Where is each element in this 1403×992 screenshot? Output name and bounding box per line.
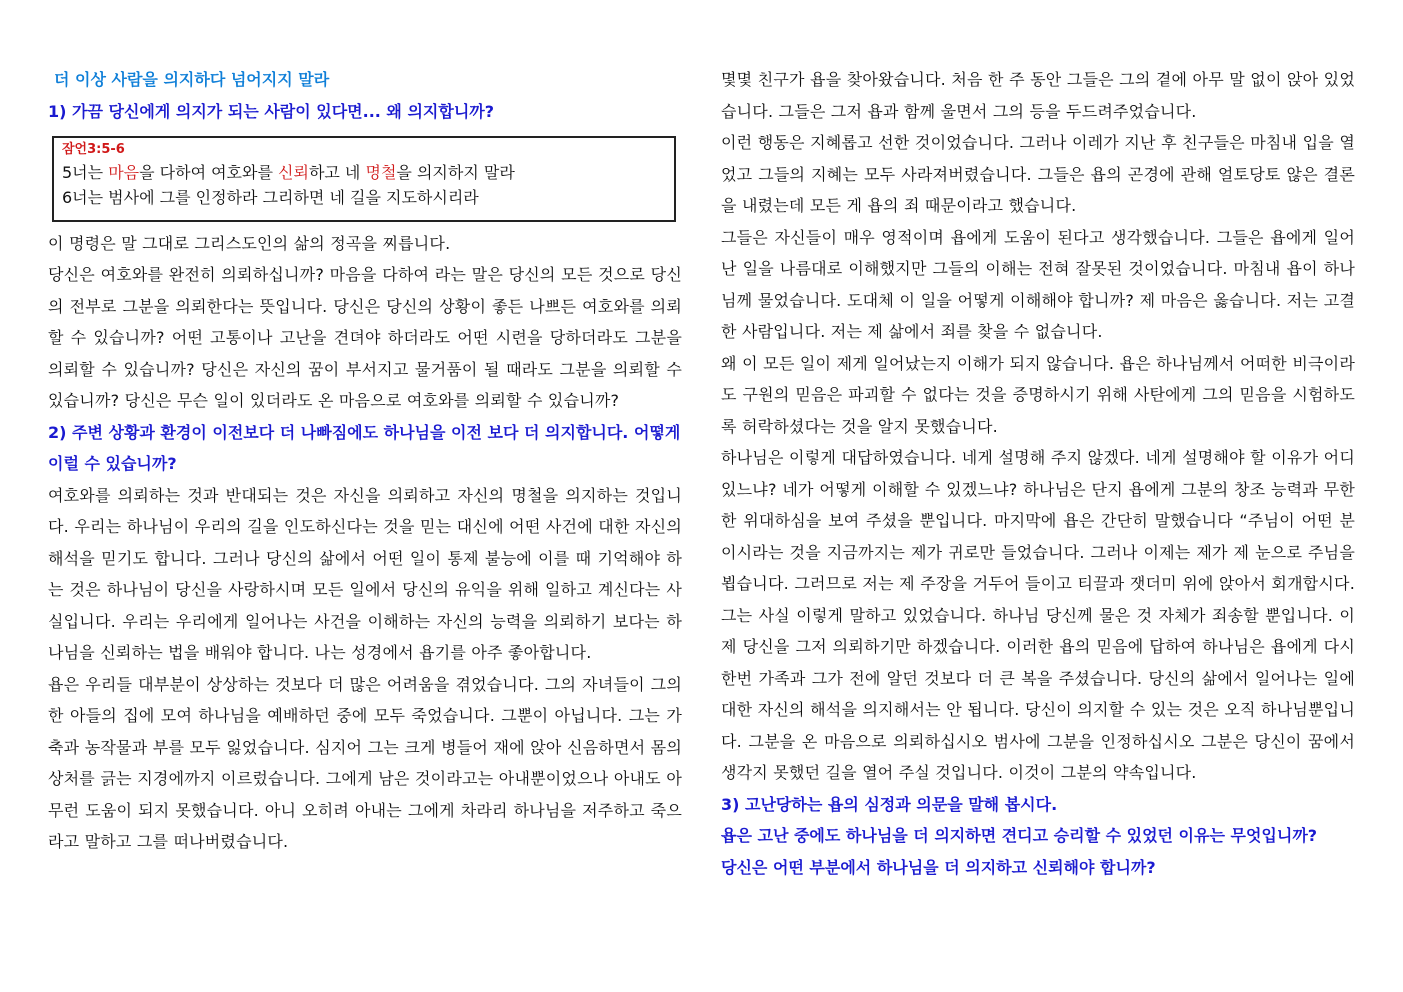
paragraph: 그들은 자신들이 매우 영적이며 욥에게 도움이 된다고 생각했습니다. 그들은 욥에게 일어난 일을 나름대로 이해했지만 그들의 이해는 전혀 잘못된 것이었습니다. 마침내 욥이 하나님께 물었습니다. 도대체 이 일을 어떻게 이해해야 합니까? 제 마음은 옳습니다. 저는 고결한 사람입니다. 저는 제 삶에서 죄를 찾을 수 없습니다. xyxy=(721,227,1355,341)
question-4: 욥은 고난 중에도 하나님을 더 의지하면 견디고 승리할 수 있었던 이유는 무엇입니까? xyxy=(721,826,1318,845)
paragraph: 왜 이 모든 일이 제게 일어났는지 이해가 되지 않습니다. 욥은 하나님께서 어떠한 비극이라도 구원의 믿음은 파괴할 수 없다는 것을 증명하시기 위해 사탄에게 그의 믿음을 시험하도록 허락하셨다는 것을 알지 못했습니다. xyxy=(721,353,1355,436)
verse-reference: 잠언3:5-6 xyxy=(62,141,125,157)
verse-line-5: 5너는 마음을 다하여 여호와를 신뢰하고 네 명철을 의지하지 말라 xyxy=(62,162,515,182)
paragraph: 몇몇 친구가 욥을 찾아왔습니다. 처음 한 주 동안 그들은 그의 곁에 아무 말 없이 앉아 있었습니다. 그들은 그저 욥과 함께 울면서 그의 등을 두드려주었습니다. xyxy=(721,70,1355,121)
question-2: 2) 주변 상황과 환경이 이전보다 더 나빠짐에도 하나님을 이전 보다 더 의지합니다. 어떻게 이럴 수 있습니까? xyxy=(48,422,681,473)
highlight-heart: 마음 xyxy=(108,162,140,182)
paragraph: 욥은 우리들 대부분이 상상하는 것보다 더 많은 어려움을 겪었습니다. 그의 자녀들이 그의 한 아들의 집에 모여 하나님을 예배하던 중에 모두 죽었습니다. 그뿐이 아닙니다. 그는 가축과 농작물과 부를 모두 잃었습니다. 심지어 그는 크게 병들어 재에 앉아 신음하면서 몸의 상처를 긁는 지경에까지 이르렀습니다. 그에게 남은 것이라고는 아내뿐이었으나 아내도 아무런 도움이 되지 못했습니다. 아니 오히려 아내는 그에게 차라리 하나님을 저주하고 죽으라고 말하고 그를 떠나버렸습니다. xyxy=(48,674,682,851)
right-column xyxy=(721,64,1355,883)
verse-line-6: 6너는 범사에 그를 인정하라 그리하면 네 길을 지도하시리라 xyxy=(62,187,479,207)
question-5: 당신은 어떤 부분에서 하나님을 더 의지하고 신뢰해야 합니까? xyxy=(721,857,1156,877)
paragraph: 이 명령은 말 그대로 그리스도인의 삶의 정곡을 찌릅니다. xyxy=(48,233,451,253)
highlight-trust: 신뢰 xyxy=(278,162,309,182)
paragraph: 당신은 여호와를 완전히 의뢰하십니까? 마음을 다하여 라는 말은 당신의 모든 것으로 당신의 전부로 그분을 의뢰한다는 뜻입니다. 당신은 당신의 상황이 좋든 나쁘든 여호와를 의뢰할 수 있습니까? 어떤 고통이나 고난을 견뎌야 하더라도 어떤 시련을 당하더라도 그분을 의뢰할 수 있습니까? 당신은 자신의 꿈이 부서지고 물거품이 될 때라도 그분을 의뢰할 수 있습니까? 당신은 무슨 일이 있더라도 온 마음으로 여호와를 의뢰할 수 있습니까? xyxy=(48,265,682,410)
left-column xyxy=(48,64,682,858)
question-3: 3) 고난당하는 욥의 심정과 의문을 말해 봅시다. xyxy=(721,794,1058,814)
paragraph: 하나님은 이렇게 대답하였습니다. 네게 설명해 주지 않겠다. 네게 설명해야 할 이유가 어디 있느냐? 네가 어떻게 이해할 수 있겠느냐? 하나님은 단지 욥에게 그분의 창조 능력과 무한한 위대하심을 보여 주셨을 뿐입니다. 마지막에 욥은 간단히 말했습니다 “주님이 어떤 분이시라는 것을 지금까지는 제가 귀로만 들었습니다. 그러나 이제는 제가 제 눈으로 주님을 뵙습니다. 그러므로 저는 제 주장을 거두어 들이고 티끌과 잿더미 위에 앉아서 회개합시다. 그는 사실 이렇게 말하고 있었습니다. 하나님 당신께 물은 것 자체가 죄송할 뿐입니다. 이제 당신을 그저 의뢰하기만 하겠습니다. 이러한 욥의 믿음에 답하여 하나님은 욥에게 다시 한번 가족과 그가 전에 알던 것보다 더 큰 복을 주셨습니다. 당신의 삶에서 일어나는 일에 대한 자신의 해석을 의지해서는 안 됩니다. 당신이 의지할 수 있는 것은 오직 하나님뿐입니다. 그분을 온 마음으로 의뢰하십시오 범사에 그분을 인정하십시오 그분은 당신이 꿈에서 생각지 못했던 길을 열어 주실 것입니다. 이것이 그분의 약속입니다. xyxy=(721,448,1355,782)
highlight-understanding: 명철 xyxy=(365,162,397,182)
paragraph: 여호와를 의뢰하는 것과 반대되는 것은 자신을 의뢰하고 자신의 명철을 의지하는 것입니다. 우리는 하나님이 우리의 길을 인도하신다는 것을 믿는 대신에 어떤 사건에 대한 자신의 해석을 믿기도 합니다. 그러나 당신의 삶에서 어떤 일이 통제 불능에 이를 때 기억해야 하는 것은 하나님이 당신을 사랑하시며 모든 일에서 당신의 유익을 위해 일하고 계신다는 사실입니다. 우리는 우리에게 일어나는 사건을 이해하는 자신의 능력을 의뢰하기 보다는 하나님을 신뢰하는 법을 배워야 합니다. 나는 성경에서 욥기를 아주 좋아합니다. xyxy=(48,485,682,662)
paragraph: 이런 행동은 지혜롭고 선한 것이었습니다. 그러나 이레가 지난 후 친구들은 마침내 입을 열었고 그들의 지혜는 모두 사라져버렸습니다. 그들은 욥의 곤경에 관해 얼토당토 않은 결론을 내렸는데 모든 게 욥의 죄 때문이라고 했습니다. xyxy=(721,133,1355,215)
verse-box xyxy=(52,136,676,222)
question-1: 1) 가끔 당신에게 의지가 되는 사람이 있다면... 왜 의지합니까? xyxy=(48,102,495,121)
document-title: 더 이상 사람을 의지하다 넘어지지 말라 xyxy=(54,70,330,89)
